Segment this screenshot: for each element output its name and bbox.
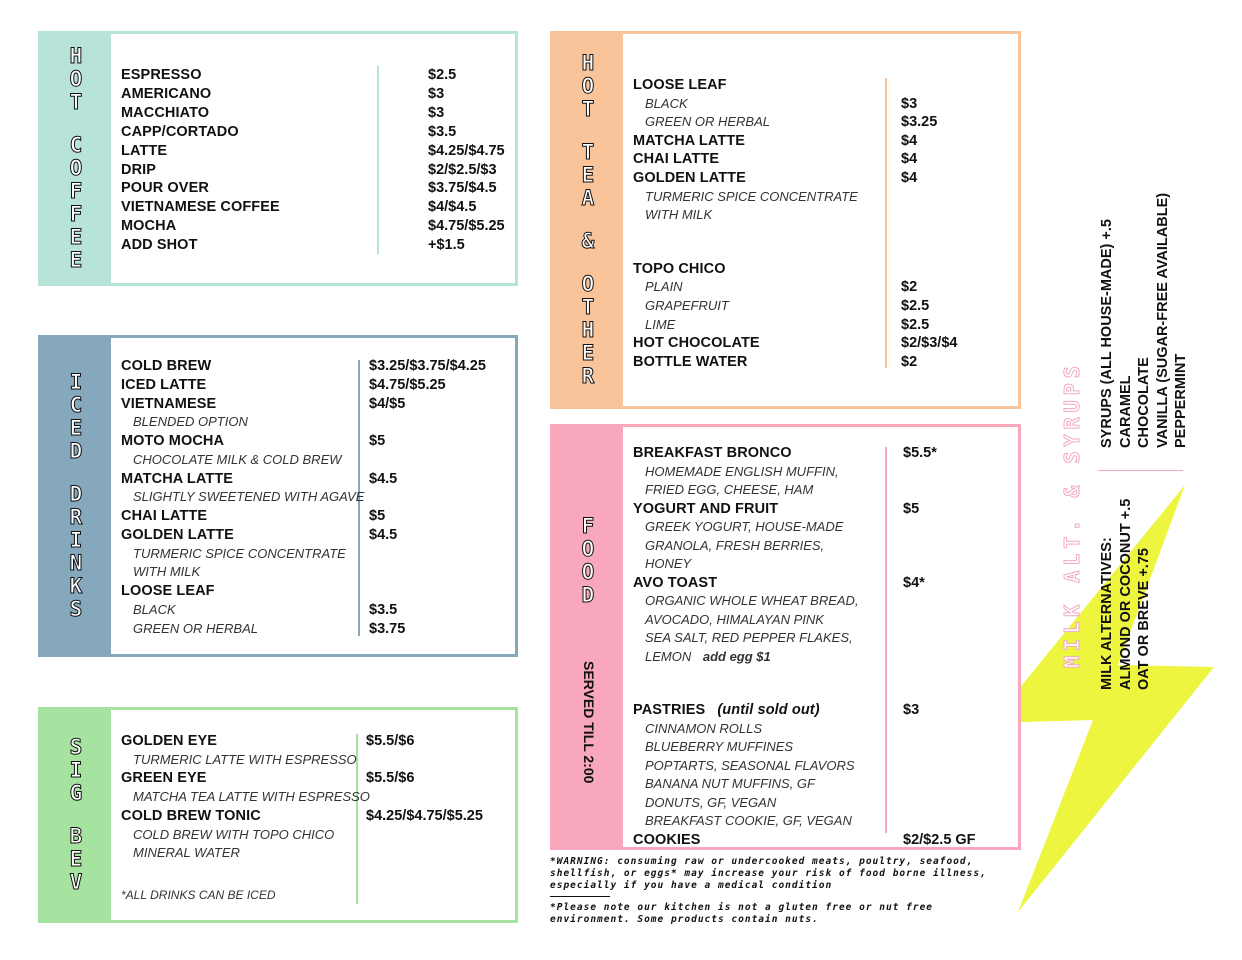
menu-item-price: $5 xyxy=(369,508,386,524)
menu-item xyxy=(121,67,202,83)
menu-item-description: DONUTS, GF, VEGAN xyxy=(645,794,777,810)
menu-item-name: GOLDEN LATTE xyxy=(633,170,746,186)
menu-item-description: POPTARTS, SEASONAL FLAVORS xyxy=(645,757,855,773)
menu-item-detail xyxy=(633,721,762,736)
menu-item xyxy=(633,133,745,149)
menu-item-name: HOT CHOCOLATE xyxy=(633,335,760,352)
menu-item xyxy=(121,199,280,215)
food-title: F O O D xyxy=(581,514,595,607)
menu-item xyxy=(121,143,167,159)
iced-drinks-title: I C E D D R I N K S xyxy=(69,370,83,621)
menu-item-description: WITH MILK xyxy=(133,564,201,580)
menu-item-price: $2/$2.5 GF xyxy=(903,831,976,848)
milk-syrup-line: VANILLA (SUGAR-FREE AVAILABLE) xyxy=(1154,192,1171,448)
menu-item-price: $5.5/$6 xyxy=(366,733,415,749)
milk-syrup-divider xyxy=(1098,470,1183,471)
menu-item-price: $4.75/$5.25 xyxy=(369,376,446,393)
menu-item xyxy=(633,151,719,167)
menu-item xyxy=(121,180,209,196)
milk-syrup-line: SYRUPS (ALL HOUSE-MADE) +.5 xyxy=(1099,219,1115,448)
note-divider xyxy=(550,896,610,897)
menu-item-price: $3.25 xyxy=(901,114,938,131)
menu-item-price: $2 xyxy=(901,353,918,370)
food-sidebar xyxy=(553,427,623,847)
menu-item-price: $4/$5 xyxy=(369,395,406,412)
menu-item-name: CHAI LATTE xyxy=(121,508,208,524)
hot-tea-section xyxy=(550,31,1021,409)
menu-item xyxy=(633,354,748,370)
menu-item-description: COLD BREW WITH TOPO CHICO xyxy=(133,826,335,842)
menu-item-name: COOKIES xyxy=(633,831,701,848)
menu-item-name: DRIP xyxy=(121,161,157,178)
menu-item-price: $4* xyxy=(903,574,925,591)
menu-item-name: GREEN EYE xyxy=(121,770,207,787)
menu-item-price: $3 xyxy=(428,85,445,102)
menu-item-detail xyxy=(633,630,853,645)
menu-item-price: $4 xyxy=(901,151,918,168)
menu-item-name: AMERICANO xyxy=(121,85,212,102)
milk-syrup-line: CHOCOLATE xyxy=(1136,357,1152,448)
menu-item-name: AVO TOAST xyxy=(633,574,718,591)
menu-item-detail xyxy=(121,752,357,767)
menu-item-price: $3 xyxy=(901,95,918,112)
menu-item-price: $2.5 xyxy=(901,316,930,333)
menu-item-name: MACCHIATO xyxy=(121,104,210,121)
menu-item-description: MATCHA TEA LATTE WITH ESPRESSO xyxy=(133,789,370,805)
menu-item xyxy=(633,77,727,93)
menu-item-detail xyxy=(633,279,683,294)
menu-item-price: $5.5* xyxy=(903,445,937,461)
menu-item-price: $3.5 xyxy=(428,123,457,140)
milk-syrup-line: CARAMEL xyxy=(1117,375,1134,448)
menu-item-detail xyxy=(633,114,770,129)
menu-item xyxy=(121,358,211,374)
menu-item-price: $3.5 xyxy=(369,601,398,618)
menu-item xyxy=(121,770,207,786)
menu-item-price: $2/$3/$4 xyxy=(901,335,958,352)
menu-item-description: CHOCOLATE MILK & COLD BREW xyxy=(133,451,342,467)
menu-item xyxy=(633,501,778,517)
menu-item-detail xyxy=(121,489,364,504)
menu-item-name: ICED LATTE xyxy=(121,376,207,393)
menu-item xyxy=(633,445,792,461)
menu-item-description: PLAIN xyxy=(645,279,683,295)
menu-item-price: $4.25/$4.75 xyxy=(428,142,505,159)
menu-item-name: GOLDEN EYE xyxy=(121,733,218,749)
menu-item-detail xyxy=(633,758,855,773)
menu-item xyxy=(121,527,234,543)
menu-item-name: MATCHA LATTE xyxy=(633,132,746,149)
price-divider xyxy=(885,447,887,833)
menu-item-detail xyxy=(633,813,852,828)
milk-syrup-line: MILK ALTERNATIVES: xyxy=(1099,537,1115,690)
menu-item-description: BLACK xyxy=(645,95,688,111)
menu-item-price: $5 xyxy=(903,500,920,517)
menu-item xyxy=(121,733,217,749)
sig-bev-title: S I G B E V xyxy=(69,735,83,894)
menu-item-name: TOPO CHICO xyxy=(633,260,726,277)
menu-item-description: GRAPEFRUIT xyxy=(645,298,729,313)
menu-item-detail xyxy=(633,612,824,627)
menu-item-detail xyxy=(633,538,824,553)
menu-item-description: WITH MILK xyxy=(645,207,713,223)
menu-item-price: $4.75/$5.25 xyxy=(428,218,505,235)
menu-item-detail xyxy=(121,452,342,467)
menu-item-description: MINERAL WATER xyxy=(133,845,240,861)
menu-item-description: SEA SALT, RED PEPPER FLAKES, xyxy=(645,630,853,645)
menu-item-name: YOGURT AND FRUIT xyxy=(633,500,779,517)
menu-item-price: $4.5 xyxy=(369,526,398,543)
menu-item-name: BOTTLE WATER xyxy=(633,353,748,370)
menu-item xyxy=(633,170,746,186)
menu-item xyxy=(121,377,206,393)
menu-item xyxy=(121,433,224,449)
menu-item-name: VIETNAMESE xyxy=(121,395,217,412)
hot-coffee-sidebar xyxy=(41,34,111,283)
price-divider xyxy=(885,78,887,368)
food-section xyxy=(550,424,1021,850)
menu-item xyxy=(633,261,726,277)
menu-item xyxy=(121,162,156,178)
menu-item-name: LATTE xyxy=(121,142,168,159)
menu-item-name: BREAKFAST BRONCO xyxy=(633,445,792,461)
menu-item-description: HONEY xyxy=(645,556,692,571)
menu-item-description: ORGANIC WHOLE WHEAT BREAD, xyxy=(645,593,859,608)
menu-item-detail xyxy=(633,776,815,791)
menu-item-description: BLENDED OPTION xyxy=(133,414,248,430)
menu-item-name: COLD BREW xyxy=(121,358,212,374)
menu-item-description: TURMERIC SPICE CONCENTRATE xyxy=(645,188,858,204)
menu-item xyxy=(633,702,820,718)
menu-item-price: $4 xyxy=(901,170,918,186)
menu-item-name: PASTRIES xyxy=(633,702,706,718)
hot-coffee-section xyxy=(38,31,518,286)
menu-item-detail xyxy=(121,845,240,860)
menu-item-price: $3 xyxy=(428,104,445,121)
menu-item-description: BLUEBERRY MUFFINES xyxy=(645,739,794,754)
menu-item xyxy=(121,237,198,253)
menu-item xyxy=(633,575,717,591)
menu-item-description: LEMON xyxy=(645,648,692,664)
menu-item-name: ADD SHOT xyxy=(121,237,198,254)
menu-item-detail xyxy=(633,317,675,332)
menu-item-extra: add egg $1 xyxy=(699,648,771,664)
menu-item xyxy=(121,124,239,140)
menu-item-description: BLACK xyxy=(133,601,176,617)
menu-item xyxy=(121,583,215,599)
menu-item-detail xyxy=(633,464,839,479)
menu-item-price: $4.5 xyxy=(369,470,398,487)
menu-item-name: MOTO MOCHA xyxy=(121,433,225,449)
menu-item-detail xyxy=(633,519,843,534)
menu-item-detail xyxy=(121,414,248,429)
menu-item-description: GREEK YOGURT, HOUSE-MADE xyxy=(645,519,844,534)
syrups-block xyxy=(1098,193,1191,448)
menu-item-extra: (until sold out) xyxy=(713,702,820,718)
menu-item-detail xyxy=(633,795,776,810)
menu-item xyxy=(121,808,261,824)
milk-syrups-title: MILK ALT. & SYRUPS xyxy=(1060,361,1084,668)
menu-item-detail xyxy=(121,602,176,617)
menu-item xyxy=(633,335,760,351)
iced-drinks-sidebar xyxy=(41,338,111,654)
price-divider xyxy=(377,66,379,254)
menu-item-name: MOCHA xyxy=(121,218,177,235)
menu-item-price: $2.5 xyxy=(901,298,930,314)
served-till-label: SERVED TILL 2:00 xyxy=(581,661,597,784)
menu-item-detail xyxy=(633,593,859,608)
menu-item-description: BANANA NUT MUFFINS, GF xyxy=(645,776,815,791)
sig-bev-note: *ALL DRINKS CAN BE ICED xyxy=(121,888,276,902)
menu-item-description: TURMERIC LATTE WITH ESPRESSO xyxy=(133,751,357,767)
menu-item-name: ESPRESSO xyxy=(121,67,202,83)
menu-item-detail xyxy=(633,298,729,313)
menu-item-detail xyxy=(121,546,346,561)
menu-item-price: $4 xyxy=(901,132,918,149)
menu-item-detail xyxy=(633,96,688,111)
menu-item-price: $2 xyxy=(901,279,918,296)
menu-item-name: MATCHA LATTE xyxy=(121,470,234,487)
menu-item-description: TURMERIC SPICE CONCENTRATE xyxy=(133,545,346,561)
menu-item-price: +$1.5 xyxy=(428,237,465,254)
menu-item-description: CINNAMON ROLLS xyxy=(645,720,763,736)
milk-syrup-line: ALMOND OR COCONUT +.5 xyxy=(1117,498,1134,690)
menu-item-description: HOMEMADE ENGLISH MUFFIN, xyxy=(645,463,839,479)
menu-item-detail xyxy=(633,207,712,222)
menu-item-detail xyxy=(121,564,200,579)
menu-item xyxy=(633,832,701,848)
menu-item-name: LOOSE LEAF xyxy=(121,583,215,599)
sig-bev-sidebar xyxy=(41,710,111,920)
menu-item-price: $3 xyxy=(903,702,920,718)
menu-item-name: CHAI LATTE xyxy=(633,151,720,168)
menu-item-detail xyxy=(121,621,258,636)
menu-item-price: $4/$4.5 xyxy=(428,199,477,216)
menu-item-detail xyxy=(633,739,793,754)
menu-item-description: GRANOLA, FRESH BERRIES, xyxy=(645,537,825,553)
hot-tea-title: H O T T E A & O T H E R xyxy=(581,51,595,388)
menu-item-price: $2/$2.5/$3 xyxy=(428,161,497,178)
hot-coffee-title: H O T C O F F E E xyxy=(69,44,83,272)
menu-item-price: $4.25/$4.75/$5.25 xyxy=(366,807,483,824)
menu-item-price: $3.25/$3.75/$4.25 xyxy=(369,358,486,374)
menu-item-detail xyxy=(121,789,370,804)
menu-item-name: GOLDEN LATTE xyxy=(121,526,234,543)
menu-item-description: AVOCADO, HIMALAYAN PINK xyxy=(645,611,824,627)
menu-item-description: LIME xyxy=(645,316,676,332)
menu-item-detail xyxy=(633,556,691,571)
allergy-note: *Please note our kitchen is not a gluten free or nut free environment. Some products contain nuts. xyxy=(550,902,934,925)
hot-tea-sidebar xyxy=(553,34,623,406)
menu-item-detail xyxy=(633,189,858,204)
menu-item-description: FRIED EGG, CHEESE, HAM xyxy=(645,482,814,497)
menu-item-name: POUR OVER xyxy=(121,180,209,197)
warning-note: *WARNING: consuming raw or undercooked meats, poultry, seafood, shellfish, or eggs* may increase your risk of food borne illness, especially if you have a medical condition xyxy=(550,856,987,891)
menu-item xyxy=(121,471,233,487)
menu-item-detail xyxy=(633,649,771,664)
menu-item xyxy=(121,508,207,524)
menu-item-description: GREEN OR HERBAL xyxy=(645,114,770,130)
menu-item-price: $2.5 xyxy=(428,67,457,83)
menu-item-description: GREEN OR HERBAL xyxy=(133,620,258,636)
menu-item xyxy=(121,105,209,121)
menu-item-description: BREAKFAST COOKIE, GF, VEGAN xyxy=(645,813,852,828)
menu-item-price: $3.75 xyxy=(369,620,406,637)
menu-item-name: COLD BREW TONIC xyxy=(121,807,261,824)
menu-item xyxy=(121,86,211,102)
menu-item-price: $5 xyxy=(369,433,386,449)
menu-item-name: CAPP/CORTADO xyxy=(121,123,239,140)
menu-item-detail xyxy=(633,482,813,497)
menu-item xyxy=(121,396,216,412)
menu-item-name: LOOSE LEAF xyxy=(633,77,727,93)
milk-syrup-line: PEPPERMINT xyxy=(1173,353,1189,448)
sig-bev-section xyxy=(38,707,518,923)
milk-syrup-line: OAT OR BREVE +.75 xyxy=(1136,548,1152,690)
menu-item-price: $5.5/$6 xyxy=(366,770,415,787)
milk-alternatives-block xyxy=(1098,499,1154,690)
menu-item-name: VIETNAMESE COFFEE xyxy=(121,199,280,216)
menu-item-detail xyxy=(121,827,334,842)
menu-item-price: $3.75/$4.5 xyxy=(428,180,497,197)
iced-drinks-section xyxy=(38,335,518,657)
menu-item xyxy=(121,218,176,234)
menu-item-description: SLIGHTLY SWEETENED WITH AGAVE xyxy=(133,489,365,505)
